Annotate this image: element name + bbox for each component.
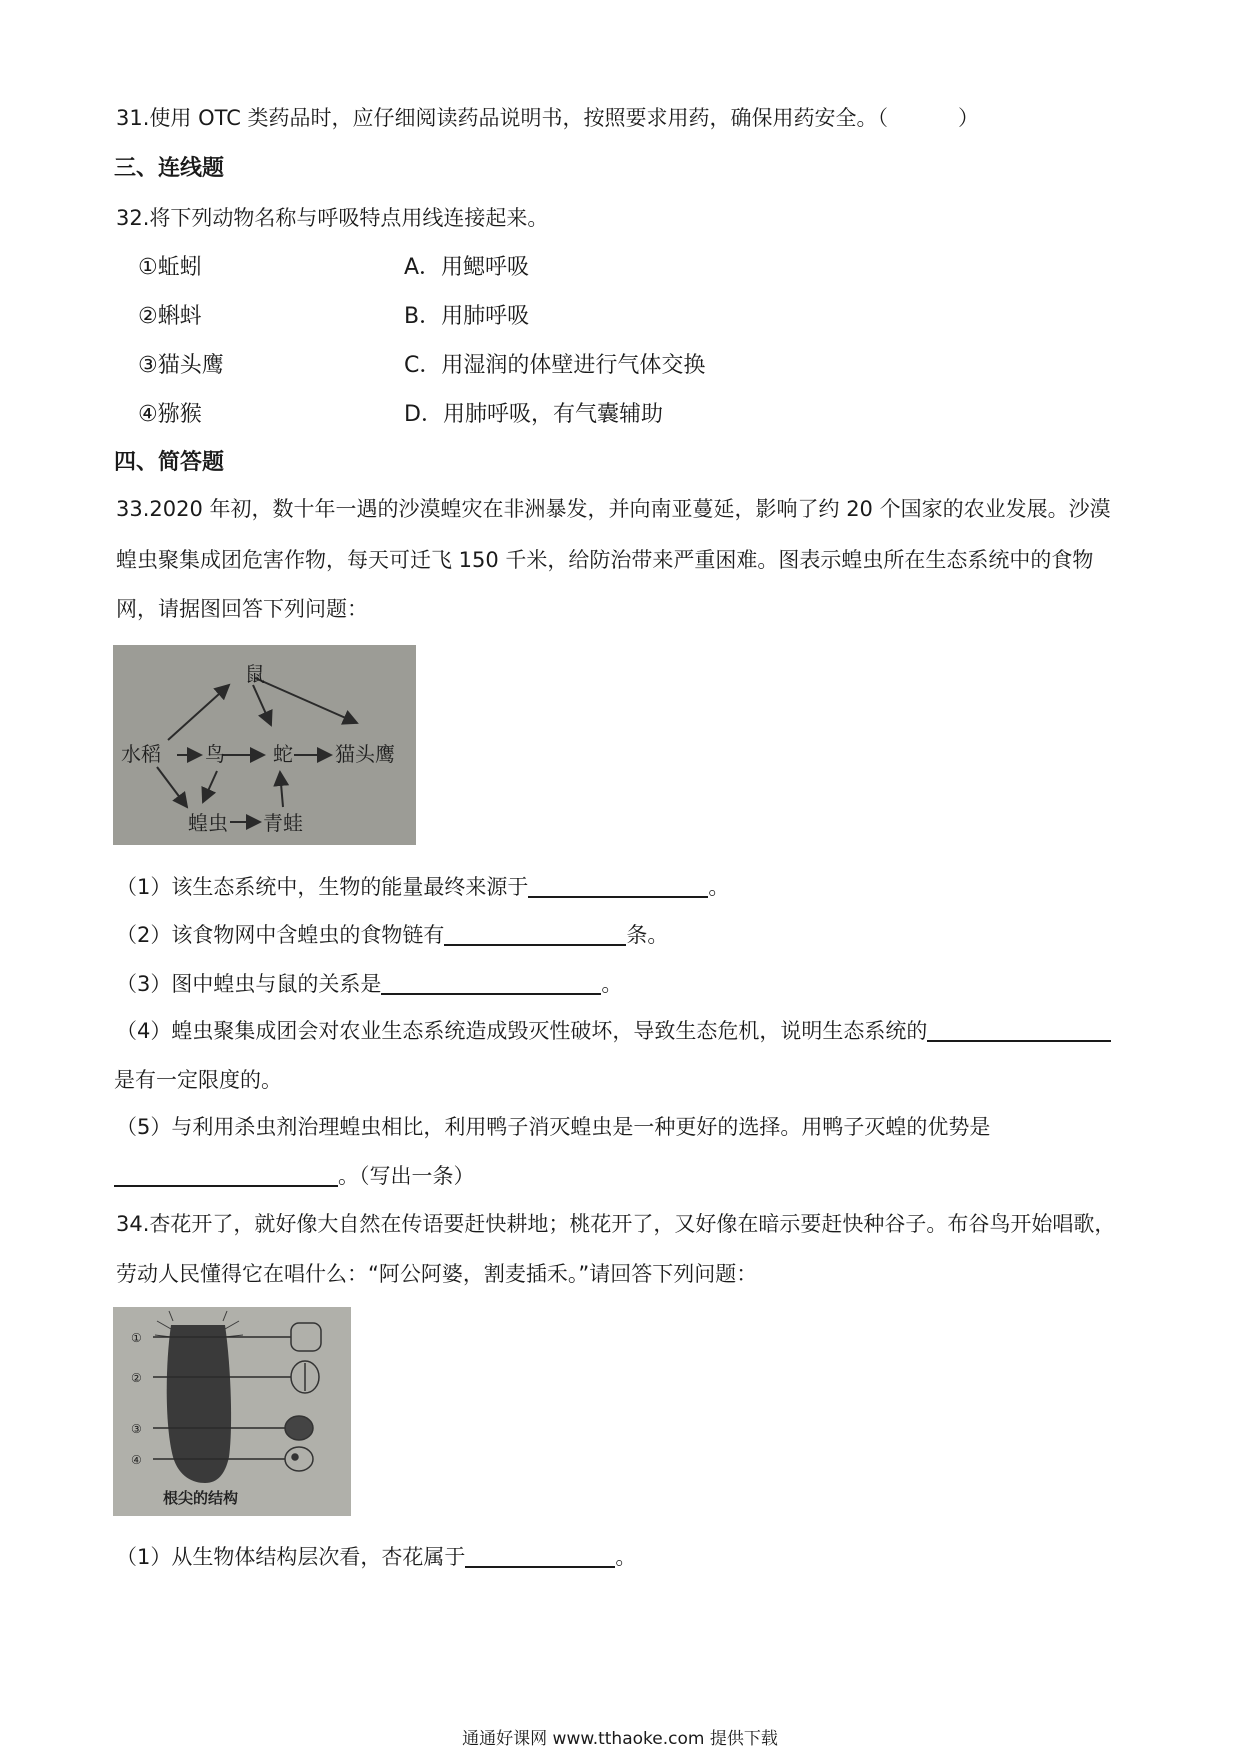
q34-sub-1: [116, 1546, 636, 1568]
q33-sub-3-end: 。: [601, 972, 623, 996]
q33-sub-5-end: 。（写出一条）: [338, 1164, 475, 1188]
q33-sub-2-end: 条。: [626, 923, 669, 947]
q34-para-line-1: 34.杏花开了，就好像大自然在传语要赶快耕地；桃花开了，又好像在暗示要赶快种谷子。布谷鸟开始唱歌，: [116, 1212, 1116, 1236]
q34-sub-1-end: 。: [615, 1545, 637, 1569]
q33-sub-3-text: （3）图中蝗虫与鼠的关系是: [116, 972, 382, 996]
q33-sub-1-blank[interactable]: [528, 876, 708, 898]
q32-trait-b: B．用肺呼吸: [404, 304, 530, 329]
arrow-locust-to-bird: [203, 771, 217, 802]
arrow-rice-to-mouse: [168, 685, 229, 740]
q33-sub-3: [116, 973, 622, 995]
q33-sub-4-blank[interactable]: [927, 1020, 1111, 1042]
q33-para-line-3: 网，请据图回答下列问题：: [116, 597, 368, 621]
node-snake: 蛇: [273, 742, 293, 766]
root-tip-caption: 根尖的结构: [163, 1489, 239, 1507]
q32-stem: 32.将下列动物名称与呼吸特点用线连接起来。: [116, 206, 549, 230]
node-frog: 青蛙: [263, 811, 303, 835]
node-owl: 猫头鹰: [335, 742, 395, 766]
q33-sub-5-line-2: [114, 1165, 475, 1187]
q33-sub-1-text: （1）该生态系统中，生物的能量最终来源于: [116, 875, 529, 899]
cell-sketches: [285, 1323, 321, 1471]
node-rice: 水稻: [121, 742, 161, 766]
q32-animal-1: ①蚯蚓: [138, 255, 202, 280]
q32-trait-d: D．用肺呼吸，有气囊辅助: [404, 402, 663, 427]
label-2: ②: [131, 1371, 142, 1385]
q34-para-line-2: 劳动人民懂得它在唱什么：“阿公阿婆，割麦插禾。”请回答下列问题：: [116, 1262, 758, 1286]
q33-sub-5-blank[interactable]: [114, 1165, 338, 1187]
section-4-title: 四、简答题: [114, 450, 225, 475]
q31-stem: 31.使用 OTC 类药品时，应仔细阅读药品说明书，按照要求用药，确保用药安全。（: [116, 106, 889, 130]
q33-sub-5: （5）与利用杀虫剂治理蝗虫相比，利用鸭子消灭蝗虫是一种更好的选择。用鸭子灭蝗的优势是: [116, 1115, 991, 1139]
food-web-diagram: [113, 645, 416, 845]
q33-sub-3-blank[interactable]: [381, 973, 601, 995]
q33-sub-2-blank[interactable]: [444, 924, 626, 946]
q33-sub-1-end: 。: [708, 875, 730, 899]
q31-text: [116, 108, 979, 129]
arrow-mouse-to-snake: [253, 685, 271, 725]
q33-sub-1: [116, 876, 729, 898]
q33-sub-4-text: （4）蝗虫聚集成团会对农业生态系统造成毁灭性破坏，导致生态危机，说明生态系统的: [116, 1019, 928, 1043]
q32-trait-c: C．用湿润的体壁进行气体交换: [404, 353, 706, 378]
q32-animal-4: ④猕猴: [138, 402, 202, 427]
q32-animal-3: ③猫头鹰: [138, 353, 224, 378]
node-locust: 蝗虫: [188, 811, 228, 835]
q34-sub-1-blank[interactable]: [465, 1546, 615, 1568]
q34-sub-1-text: （1）从生物体结构层次看，杏花属于: [116, 1545, 466, 1569]
node-bird: 鸟: [205, 742, 225, 766]
label-1: ①: [131, 1331, 142, 1345]
q33-para-line-1: 33.2020 年初，数十年一遇的沙漠蝗灾在非洲暴发，并向南亚蔓延，影响了约 20 个国家的农业发展。沙漠: [116, 497, 1111, 521]
q31-close-paren: ）: [958, 106, 980, 130]
page-footer: 通通好课网 www.tthaoke.com 提供下载: [462, 1729, 778, 1749]
q33-sub-2-text: （2）该食物网中含蝗虫的食物链有: [116, 923, 445, 947]
q33-sub-4-line-2: 是有一定限度的。: [114, 1068, 282, 1092]
q33-para-line-2: 蝗虫聚集成团危害作物，每天可迁飞 150 千米，给防治带来严重困难。图表示蝗虫所在生态系统中的食物: [116, 548, 1094, 572]
food-web-figure: [113, 645, 416, 845]
q32-animal-2: ②蝌蚪: [138, 304, 202, 329]
arrow-mouse-to-owl: [255, 678, 357, 723]
arrow-rice-to-locust: [157, 767, 187, 807]
q33-sub-4: [116, 1020, 1111, 1042]
root-tip-diagram: [113, 1307, 351, 1516]
label-3: ③: [131, 1422, 142, 1436]
q32-trait-a: A．用鳃呼吸: [404, 255, 530, 280]
node-mouse: 鼠: [245, 662, 265, 686]
q33-sub-2: [116, 924, 668, 946]
section-3-title: 三、连线题: [114, 156, 225, 181]
root-tip-figure: [113, 1307, 351, 1516]
arrow-frog-to-snake: [280, 772, 283, 807]
label-4: ④: [131, 1453, 142, 1467]
